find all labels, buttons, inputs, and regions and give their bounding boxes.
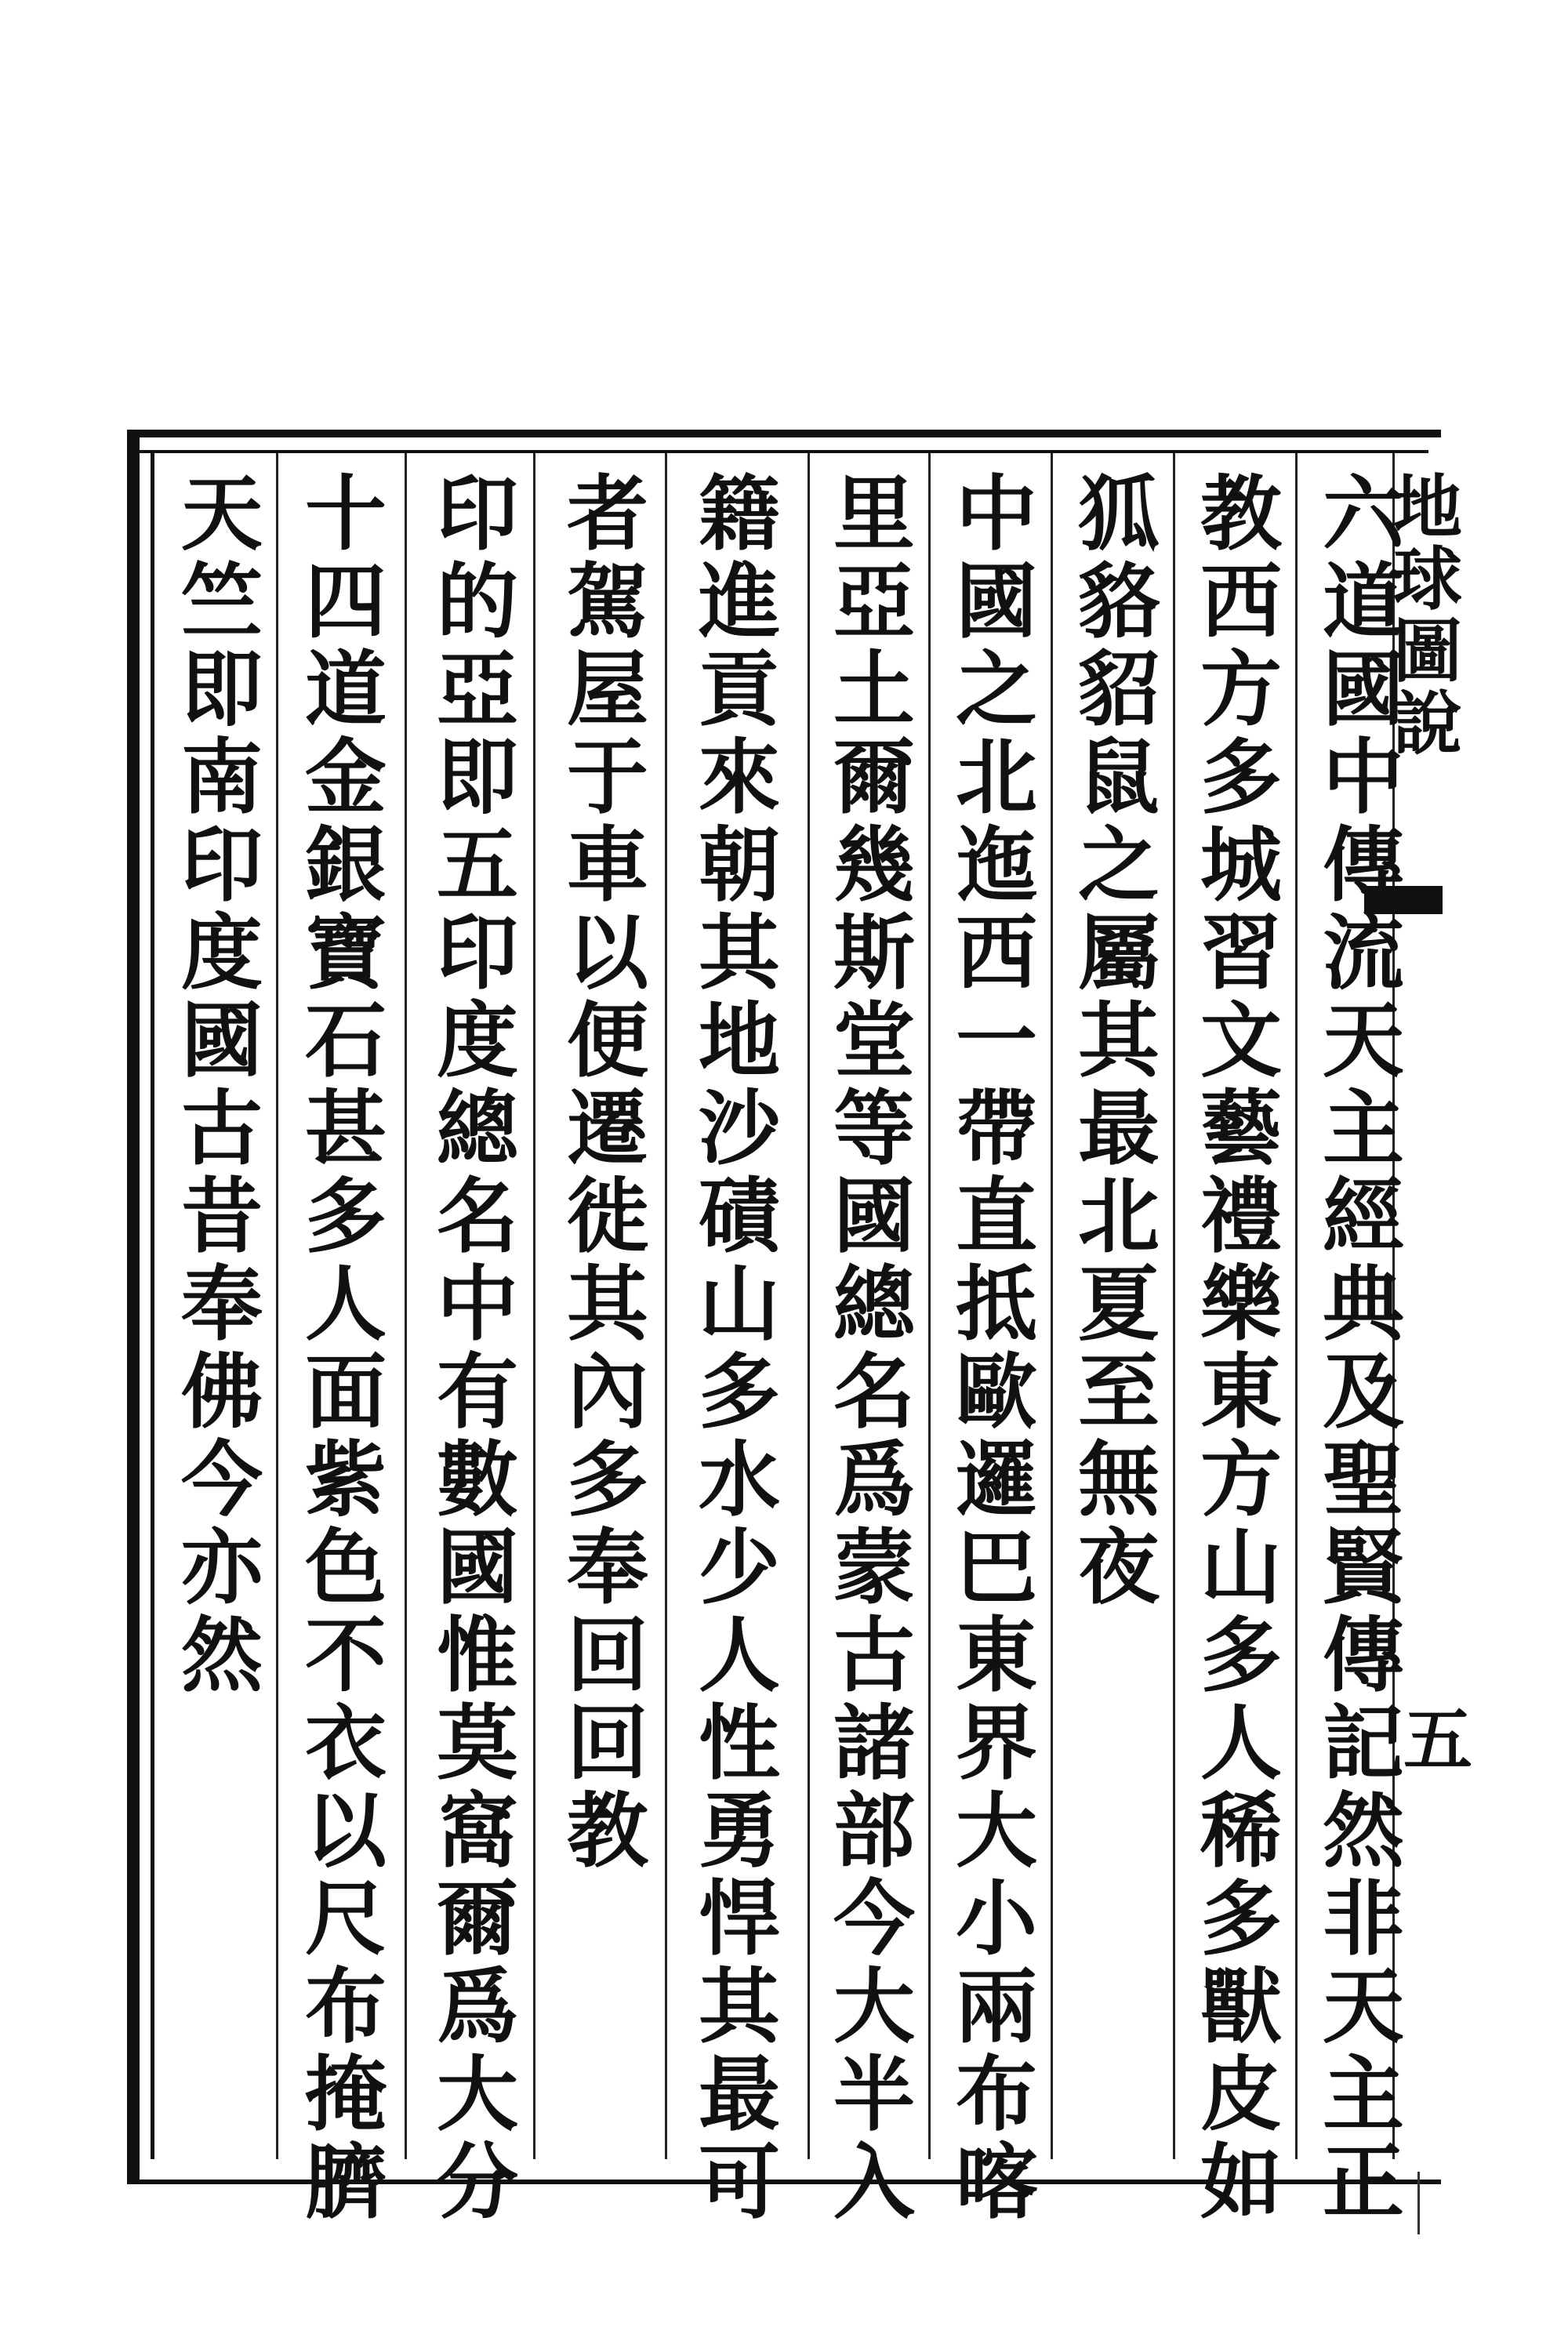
page-number: 五 xyxy=(1403,1699,1473,1780)
text-column: 里亞土爾幾斯堂等國總名爲蒙古諸部今大半入 xyxy=(819,470,916,2227)
column-divider xyxy=(533,453,535,2159)
text-column: 十四道金銀寶石甚多人面紫色不衣以尺布掩臍 xyxy=(291,470,387,2227)
column-divider xyxy=(276,453,278,2159)
column-divider xyxy=(808,453,810,2159)
text-column: 天竺即南印度國古昔奉佛今亦然 xyxy=(167,470,263,1700)
column-divider xyxy=(405,453,407,2159)
text-column: 教西方多城習文藝禮樂東方山多人稀多獸皮如 xyxy=(1186,470,1283,2227)
column-divider xyxy=(1295,453,1298,2159)
inner-left-rule xyxy=(151,450,154,2159)
text-column: 者駕屋于車以便遷徙其內多奉回回教 xyxy=(553,470,649,1875)
text-column: 印的亞即五印度總名中有數國惟莫窩爾爲大分 xyxy=(423,470,519,2227)
column-divider xyxy=(928,453,931,2159)
text-column: 中國之北迤西一帶直抵歐邏巴東界大小兩布喀 xyxy=(942,470,1038,2227)
text-column: 籍進貢來朝其地沙磧山多水少人性勇悍其最可 xyxy=(684,470,781,2227)
column-divider xyxy=(665,453,667,2159)
inner-top-rule xyxy=(140,450,1428,453)
text-column: 狐貉貂鼠之屬其最北夏至無夜 xyxy=(1064,470,1160,1612)
text-column: 六道國中傳流天主經典及聖賢傳記然非天主正 xyxy=(1308,470,1405,2227)
column-divider xyxy=(1173,453,1175,2159)
margin-tick xyxy=(1417,2172,1420,2234)
column-divider xyxy=(1051,453,1053,2159)
book-title: 地球圖說 xyxy=(1382,470,1464,759)
